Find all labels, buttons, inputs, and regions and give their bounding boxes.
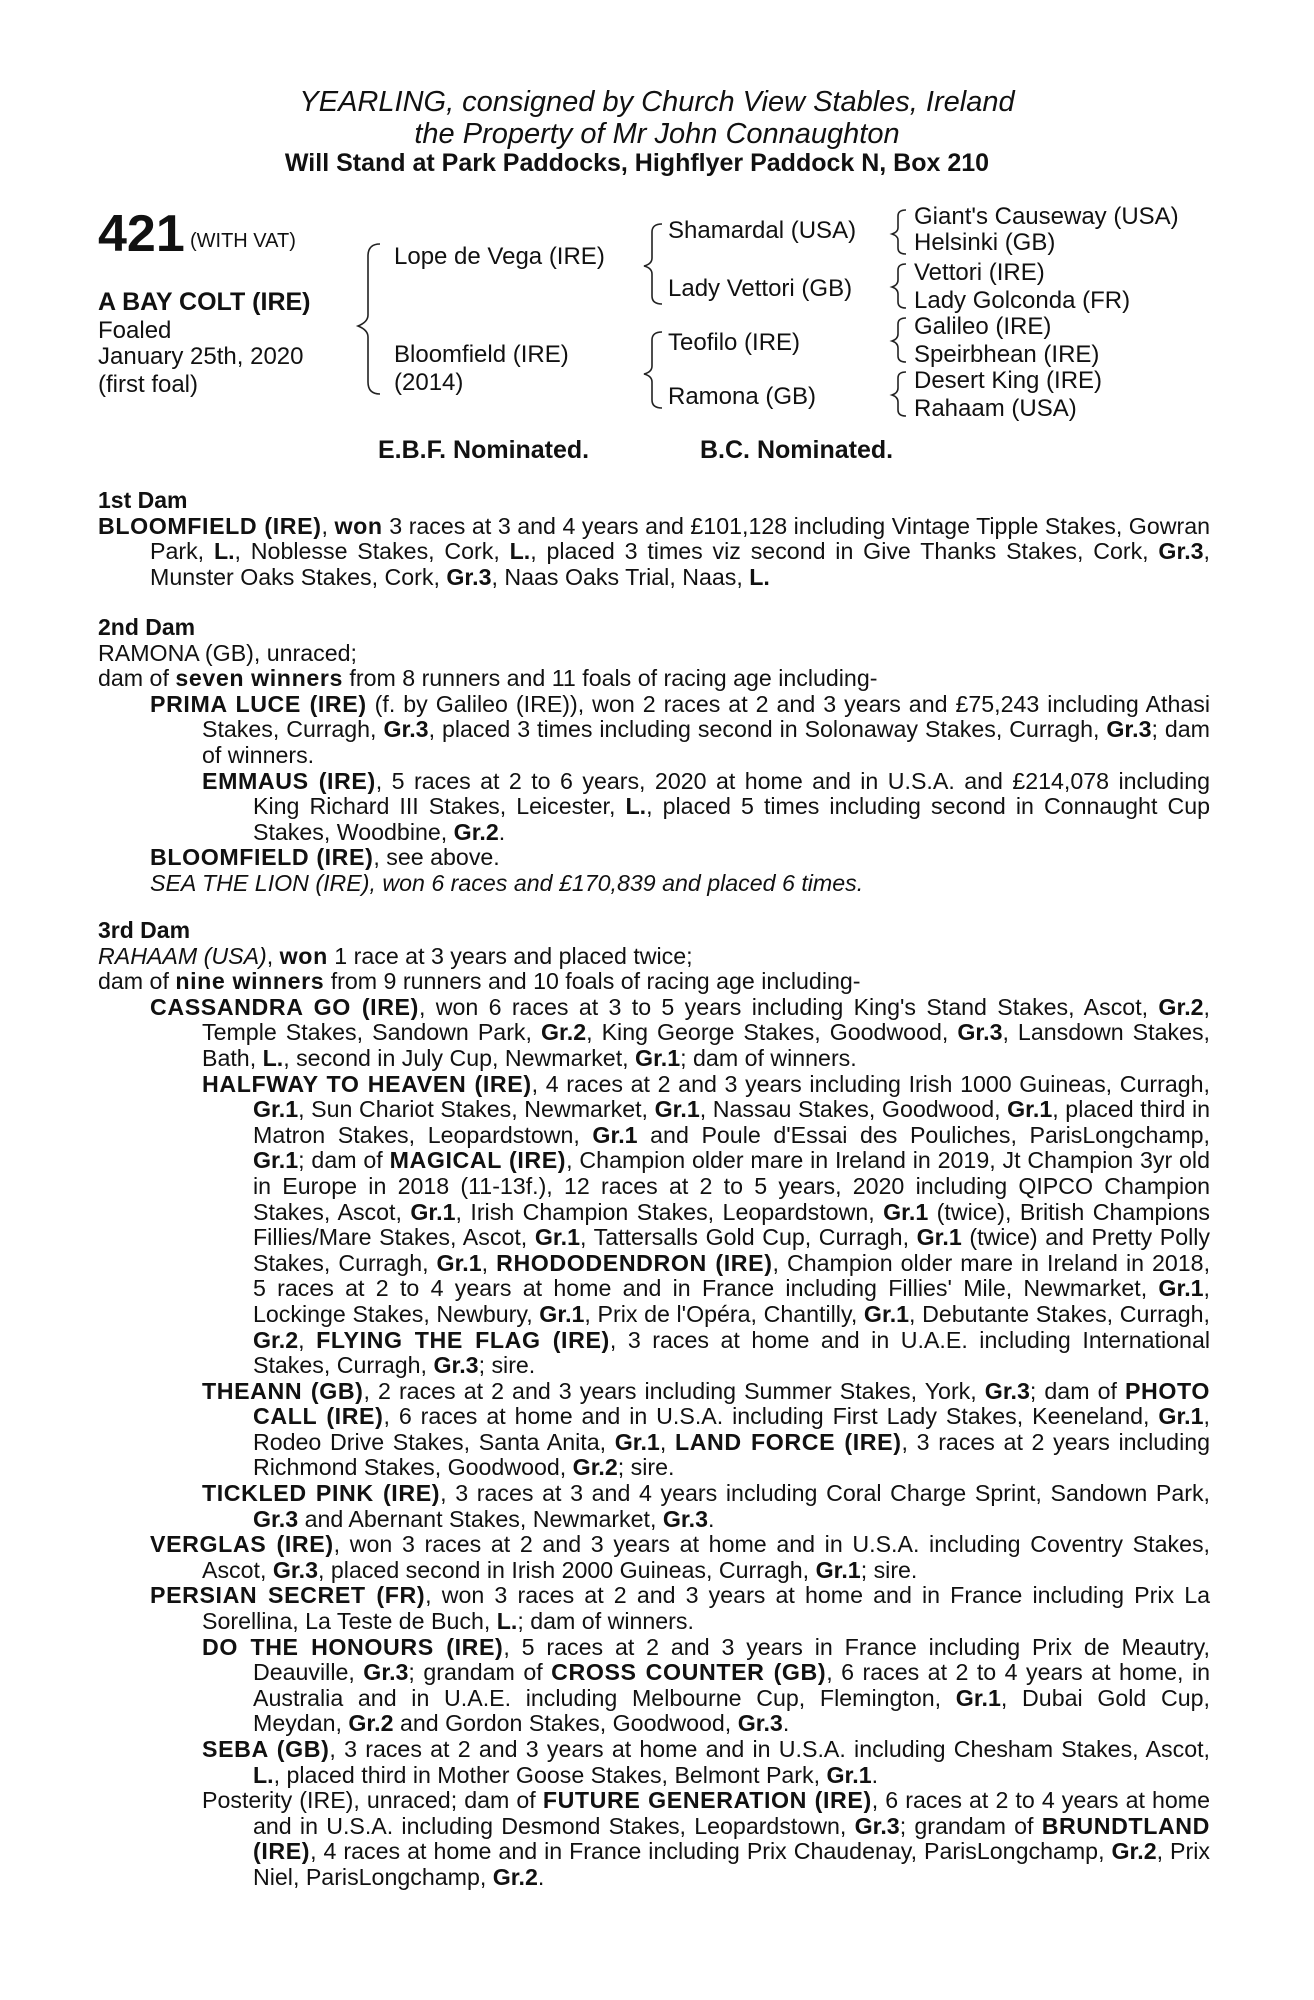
brace-sire <box>644 224 662 304</box>
grade-label: Gr.2 <box>1158 993 1204 1020</box>
listed-label: L. <box>253 1761 274 1788</box>
race-text: ; dam of winners. <box>680 1044 857 1071</box>
ped-ssd: Helsinki (GB) <box>914 229 1056 256</box>
third-dam-section <box>98 918 1210 1891</box>
race-text: , Munster Oaks Stakes, Cork, <box>150 538 1210 590</box>
ped-sire: Lope de Vega (IRE) <box>394 243 605 270</box>
grade-label: Gr.3 <box>446 563 492 590</box>
first-dam-heading: 1st Dam <box>98 487 188 513</box>
race-text: ; dam of <box>1029 1377 1125 1404</box>
race-text: , Debutante Stakes, Curragh, <box>909 1300 1210 1327</box>
race-text: , placed 3 times viz second in Give Thanks Stakes, Cork, <box>530 538 1159 565</box>
header-line-3: Will Stand at Park Paddocks, Highflyer Paddock N, Box 210 <box>284 149 990 177</box>
sea-the-lion-entry <box>98 871 1210 897</box>
grade-label: Gr.1 <box>1158 1275 1204 1302</box>
horse-name: PERSIAN SECRET (FR) <box>150 1582 426 1609</box>
persian-secret-entry <box>98 1583 1210 1634</box>
horse-name: FUTURE GENERATION (IRE) <box>542 1787 872 1814</box>
ebf-nominated: E.B.F. Nominated. <box>378 436 590 464</box>
grade-label: Gr.2 <box>253 1326 299 1353</box>
text: . <box>871 1761 879 1788</box>
race-text: , Prix Niel, ParisLongchamp, <box>253 1838 1210 1890</box>
race-text: , Lansdown Stakes, Bath, <box>202 1019 1210 1071</box>
ped-sss: Giant's Causeway (USA) <box>914 203 1179 230</box>
posterity-entry <box>98 1788 1210 1890</box>
listed-label: L. <box>496 1608 518 1635</box>
listed-label: L. <box>213 538 235 565</box>
text: dam of <box>98 968 176 995</box>
lot-vat: (WITH VAT) <box>190 230 296 252</box>
race-text: ; grandam of <box>899 1812 1042 1839</box>
grade-label: Gr.3 <box>253 1505 299 1532</box>
race-text: , 3 races at home and in U.A.E. including International Stakes, Curragh, <box>253 1326 1210 1379</box>
ped-dds: Desert King (IRE) <box>914 367 1103 394</box>
ped-dam: Bloomfield (IRE) <box>394 341 569 368</box>
brace-dd <box>892 372 906 416</box>
race-text: Posterity (IRE), unraced; dam of <box>202 1787 543 1814</box>
race-text: ; dam of winners. <box>202 716 1210 768</box>
ped-ss: Shamardal (USA) <box>668 217 857 244</box>
race-text: , Lockinge Stakes, Newbury, <box>253 1275 1210 1327</box>
tickled-pink-entry <box>98 1481 1210 1532</box>
race-text: , Nassau Stakes, Goodwood, <box>699 1096 1008 1123</box>
race-text: and Abernant Stakes, Newmarket, <box>298 1505 663 1532</box>
horse-name: MAGICAL (IRE) <box>389 1147 567 1174</box>
race-text: , 6 races at 2 to 4 years at home and in U.S.A. including Desmond Stakes, Leopardstown, <box>253 1787 1210 1839</box>
race-text: , 2 races at 2 and 3 years including Summer Stakes, York, <box>363 1377 985 1404</box>
halfway-to-heaven-entry: HALFWAY TO HEAVEN (IRE), 4 races at 2 and 3 years including Irish 1000 Guineas, Curragh, Gr.1, Sun Chariot Stakes, Newmarket, Gr.1, Nassau Stakes, Goodwood, Gr.1, placed third in Matron Stakes, Leopardstown, Gr.1 and Poule d'Essai des Pouliches, ParisLongchamp, Gr.1; dam of MAGICAL (IRE), Champion older mare in Ireland in 2019, Jt Champion 3yr old in Europe in 2018 (11-13f.), 12 races at 2 to 5 years, 2020 including QIPCO Champion Stakes, Ascot, Gr.1, Irish Champion Stakes, Leopardstown, Gr.1 (twice), British Champions Fillies/Mare Stakes, Ascot, Gr.1, Tattersalls Gold Cup, Curragh, Gr.1 (twice) and Pretty Polly Stakes, Curragh, Gr.1, RHODODENDRON (IRE), Champion older mare in Ireland in 2018, 5 races at 2 to 4 years at home and in France including Fillies' Mile, Newmarket, Gr.1, Lockinge Stakes, Newbury, Gr.1, Prix de l'Opéra, Chantilly, Gr.1, Debutante Stakes, Curragh, Gr.2, FLYING THE FLAG (IRE), 3 races at home and in U.A.E. including International Stakes, Curragh, Gr.3; sire. <box>202 1070 1211 1379</box>
ped-sd: Lady Vettori (GB) <box>668 275 853 302</box>
race-text: ; dam of winners. <box>517 1608 694 1635</box>
grade-label: Gr.2 <box>1111 1838 1157 1865</box>
listed-label: L. <box>509 538 531 565</box>
grade-label: Gr.3 <box>433 1352 479 1379</box>
horse-name: EMMAUS (IRE) <box>202 767 376 794</box>
grade-label: Gr.2 <box>348 1710 394 1737</box>
second-dam-intro: RAMONA (GB), unraced; <box>98 639 358 666</box>
lot-foaled: Foaled <box>98 317 172 344</box>
race-text: , won 3 races at 2 and 3 years at home and in France including Prix La Sorellina, La Teste de Buch, <box>202 1582 1211 1635</box>
race-text: , Sun Chariot Stakes, Newmarket, <box>298 1096 655 1123</box>
grade-label: Gr.1 <box>883 1198 929 1225</box>
grade-label: Gr.1 <box>863 1300 910 1327</box>
won-label: won <box>334 512 383 539</box>
horse-name: RAHAAM (USA) <box>98 942 267 969</box>
horse-name: TICKLED PINK (IRE) <box>202 1480 441 1507</box>
horse-name: CASSANDRA GO (IRE) <box>150 993 419 1020</box>
race-text: , Irish Champion Stakes, Leopardstown, <box>455 1198 884 1225</box>
race-text: , Rodeo Drive Stakes, Santa Anita, <box>253 1403 1210 1455</box>
race-text: , Prix de l'Opéra, Chantilly, <box>584 1300 864 1327</box>
grade-label: Gr.1 <box>410 1198 456 1225</box>
lot-number: 421 <box>98 205 185 263</box>
horse-name: RHODODENDRON (IRE) <box>496 1249 773 1276</box>
grade-label: Gr.1 <box>635 1044 681 1071</box>
grade-label: Gr.1 <box>815 1556 861 1583</box>
cassandra-go-entry <box>98 995 1210 1072</box>
bc-nominated: B.C. Nominated. <box>700 436 894 464</box>
race-text: , 4 races at home and in France including Prix Chaudenay, ParisLongchamp, <box>310 1838 1112 1865</box>
text: . <box>782 1710 790 1737</box>
listed-label: L. <box>749 563 770 590</box>
race-text: , Dubai Gold Cup, Meydan, <box>253 1684 1210 1737</box>
race-text: ; sire. <box>478 1352 536 1379</box>
prima-luce-entry <box>98 692 1210 769</box>
race-text: , 6 races at home and in U.S.A. including First Lady Stakes, Keeneland, <box>383 1403 1159 1430</box>
race-text: ; dam of <box>298 1147 390 1174</box>
text: . <box>708 1505 715 1532</box>
race-text: and Gordon Stakes, Goodwood, <box>393 1710 738 1737</box>
header-line-1: YEARLING, consigned by Church View Stables, Ireland <box>299 86 1015 118</box>
horse-name: FLYING THE FLAG (IRE) <box>316 1326 610 1353</box>
race-text: , Temple Stakes, Sandown Park, <box>202 993 1210 1046</box>
grade-label: Gr.1 <box>826 1761 872 1788</box>
grade-label: Gr.1 <box>253 1147 299 1174</box>
grade-label: Gr.3 <box>1158 538 1204 565</box>
ped-ds: Teofilo (IRE) <box>668 329 801 356</box>
second-dam-section <box>98 615 1210 897</box>
brace-ds <box>892 318 906 362</box>
grade-label: Gr.1 <box>654 1096 700 1123</box>
race-text: , placed 3 times including second in Solonaway Stakes, Curragh, <box>428 716 1107 743</box>
won-label: won <box>279 942 328 969</box>
grade-label: Gr.3 <box>957 1019 1003 1046</box>
text: dam of <box>98 665 176 692</box>
brace-main <box>358 244 380 394</box>
race-text: , won 6 races and £170,839 and placed 6 times. <box>369 869 864 896</box>
second-dam-summary <box>98 666 1210 692</box>
text: from 9 runners and 10 foals of racing age including- <box>324 968 861 995</box>
grade-label: Gr.2 <box>453 818 499 845</box>
lot-title: A BAY COLT (IRE) <box>98 288 311 316</box>
horse-name: CROSS COUNTER (GB) <box>551 1659 827 1686</box>
horse-name: PRIMA LUCE (IRE) <box>150 690 367 717</box>
horse-name: DO THE HONOURS (IRE) <box>202 1633 504 1660</box>
race-text: , 3 races at 3 and 4 years including Coral Charge Sprint, Sandown Park, <box>440 1480 1211 1507</box>
grade-label: Gr.3 <box>854 1812 900 1839</box>
text: . <box>537 1863 545 1890</box>
grade-label: Gr.3 <box>984 1377 1030 1404</box>
grade-label: Gr.2 <box>540 1019 587 1046</box>
race-text: 1 race at 3 years and placed twice; <box>327 942 693 969</box>
horse-name: HALFWAY TO HEAVEN (IRE) <box>202 1070 532 1097</box>
race-text: , Tattersalls Gold Cup, Curragh, <box>579 1224 917 1251</box>
race-text: , won 3 races at 2 and 3 years at home and in U.S.A. including Coventry Stakes, Ascot, <box>202 1531 1211 1583</box>
verglas-entry <box>98 1532 1210 1583</box>
header-line-2: the Property of Mr John Connaughton <box>414 118 900 150</box>
grade-label: Gr.3 <box>363 1659 409 1686</box>
ped-sds: Vettori (IRE) <box>914 259 1045 286</box>
race-text: 3 races at 3 and 4 years and £101,128 including Vintage Tipple Stakes, Gowran Park, <box>150 512 1211 565</box>
grade-label: Gr.1 <box>436 1249 482 1276</box>
winners-count: seven winners <box>175 665 343 692</box>
ped-sdd: Lady Golconda (FR) <box>914 287 1131 314</box>
grade-label: Gr.1 <box>955 1684 1001 1711</box>
lot-note: (first foal) <box>98 371 199 398</box>
ped-dam-year: (2014) <box>394 369 464 396</box>
horse-name: BRUNDTLAND (IRE) <box>253 1812 1210 1865</box>
third-dam-heading: 3rd Dam <box>98 917 191 943</box>
race-text: , 5 races at 2 to 6 years, 2020 at home and in U.S.A. and £214,078 including King Richard III Stakes, Leicester, <box>253 767 1210 820</box>
race-text: , 3 races at 2 years including Richmond Stakes, Goodwood, <box>253 1428 1211 1481</box>
grade-label: Gr.1 <box>1158 1403 1204 1430</box>
lot-date: January 25th, 2020 <box>98 343 304 370</box>
grade-label: Gr.1 <box>539 1300 585 1327</box>
grade-label: Gr.3 <box>662 1505 708 1532</box>
race-text: , 5 races at 2 and 3 years in France including Prix de Meautry, Deauville, <box>253 1633 1210 1686</box>
race-text: and Poule d'Essai des Pouliches, ParisLongchamp, <box>637 1121 1210 1148</box>
race-text: ; sire. <box>860 1556 918 1583</box>
brace-sd <box>892 264 906 308</box>
bloomfield-entry <box>98 845 1210 871</box>
do-the-honours-entry <box>98 1635 1210 1737</box>
race-text: , Champion older mare in Ireland in 2019, Jt Champion 3yr old in Europe in 2018 (11-13f.), 12 races at 2 to 5 years, 2020 including QIPCO Champion Stakes, Ascot, <box>253 1147 1210 1225</box>
horse-name: SEBA (GB) <box>202 1736 330 1762</box>
third-dam-intro: RAHAAM (USA), won 1 race at 3 years and placed twice; <box>98 942 693 969</box>
race-text: , placed 5 times including second in Connaught Cup Stakes, Woodbine, <box>253 793 1210 845</box>
second-dam-heading: 2nd Dam <box>98 614 196 640</box>
race-text: (twice), British Champions Fillies/Mare Stakes, Ascot, <box>253 1198 1210 1251</box>
third-dam-summary <box>98 969 1210 995</box>
race-text: , 3 races at 2 and 3 years at home and in U.S.A. including Chesham Stakes, Ascot, <box>329 1736 1210 1762</box>
listed-label: L. <box>625 793 647 820</box>
race-text: , placed second in Irish 2000 Guineas, Curragh, <box>318 1556 816 1583</box>
horse-name: BLOOMFIELD (IRE) <box>98 512 322 539</box>
grade-label: Gr.1 <box>534 1224 580 1251</box>
race-text: , King George Stakes, Goodwood, <box>586 1019 958 1046</box>
horse-name: PHOTO CALL (IRE) <box>253 1377 1210 1430</box>
race-text: ; grandam of <box>408 1659 552 1686</box>
grade-label: Gr.1 <box>614 1428 660 1455</box>
winners-count: nine winners <box>175 968 325 995</box>
ped-dd: Ramona (GB) <box>668 383 817 410</box>
race-text: (f. by Galileo (IRE)), won 2 races at 2 and 3 years and £75,243 including Athasi Stakes, Curragh, <box>202 690 1210 743</box>
race-text: , 6 races at 2 to 4 years at home, in Australia and in U.A.E. including Melbourne Cup, Flemington, <box>253 1659 1210 1711</box>
race-text: , Champion older mare in Ireland in 2018, 5 races at 2 to 4 years at home and in France including Fillies' Mile, Newmarket, <box>253 1249 1211 1302</box>
grade-label: Gr.3 <box>272 1556 319 1583</box>
brace-dam <box>644 332 662 408</box>
first-dam-section <box>98 488 1210 590</box>
seba-entry <box>98 1737 1210 1788</box>
grade-label: Gr.2 <box>492 1863 538 1890</box>
emmaus-entry <box>98 769 1210 846</box>
grade-label: Gr.1 <box>592 1121 638 1148</box>
theann-entry: THEANN (GB), 2 races at 2 and 3 years including Summer Stakes, York, Gr.3; dam of PHOTO CALL (IRE), 6 races at home and in U.S.A. including First Lady Stakes, Keeneland, Gr.1, Rodeo Drive Stakes, Santa Anita, Gr.1, LAND FORCE (IRE), 3 races at 2 years including Richmond Stakes, Goodwood, Gr.2; sire. <box>202 1377 1211 1481</box>
race-text: , Naas Oaks Trial, Naas, <box>491 563 750 590</box>
brace-ss <box>892 210 906 254</box>
ped-dsd: Speirbhean (IRE) <box>914 341 1100 368</box>
horse-name: VERGLAS (IRE) <box>150 1531 334 1558</box>
grade-label: Gr.1 <box>1007 1096 1053 1123</box>
race-text: , placed third in Matron Stakes, Leopardstown, <box>253 1096 1210 1148</box>
horse-name: THEANN (GB) <box>202 1377 364 1404</box>
text: from 8 runners and 11 foals of racing age including- <box>342 665 878 692</box>
text: . <box>498 818 506 845</box>
race-text: , 4 races at 2 and 3 years including Irish 1000 Guineas, Curragh, <box>531 1070 1210 1097</box>
horse-name: LAND FORCE (IRE) <box>674 1428 902 1455</box>
grade-label: Gr.3 <box>383 716 429 743</box>
ped-dss: Galileo (IRE) <box>914 313 1052 340</box>
grade-label: Gr.1 <box>916 1224 962 1251</box>
grade-label: Gr.3 <box>737 1710 783 1737</box>
race-text: (twice) and Pretty Polly Stakes, Curragh, <box>253 1224 1210 1276</box>
horse-name: SEA THE LION (IRE) <box>150 869 370 896</box>
horse-name: BLOOMFIELD (IRE) <box>150 844 374 871</box>
race-text: , placed third in Mother Goose Stakes, Belmont Park, <box>273 1761 827 1788</box>
race-text: , see above. <box>373 844 500 871</box>
ped-ddd: Rahaam (USA) <box>914 395 1077 422</box>
first-dam-text: BLOOMFIELD (IRE), won 3 races at 3 and 4 years and £101,128 including Vintage Tipple Stakes, Gowran Park, L., Noblesse Stakes, Cork, L., placed 3 times viz second in Give Thanks Stakes, Cork, Gr.3, Munster Oaks Stakes, Cork, Gr.3, Naas Oaks Trial, Naas, L. <box>98 512 1211 590</box>
grade-label: Gr.1 <box>253 1096 299 1123</box>
listed-label: L. <box>262 1044 284 1071</box>
grade-label: Gr.2 <box>572 1454 618 1481</box>
race-text: , second in July Cup, Newmarket, <box>283 1044 636 1071</box>
race-text: , won 6 races at 3 to 5 years including King's Stand Stakes, Ascot, <box>418 993 1159 1020</box>
grade-label: Gr.3 <box>1106 716 1152 743</box>
race-text: ; sire. <box>617 1454 675 1481</box>
race-text: , Noblesse Stakes, Cork, <box>234 538 510 565</box>
